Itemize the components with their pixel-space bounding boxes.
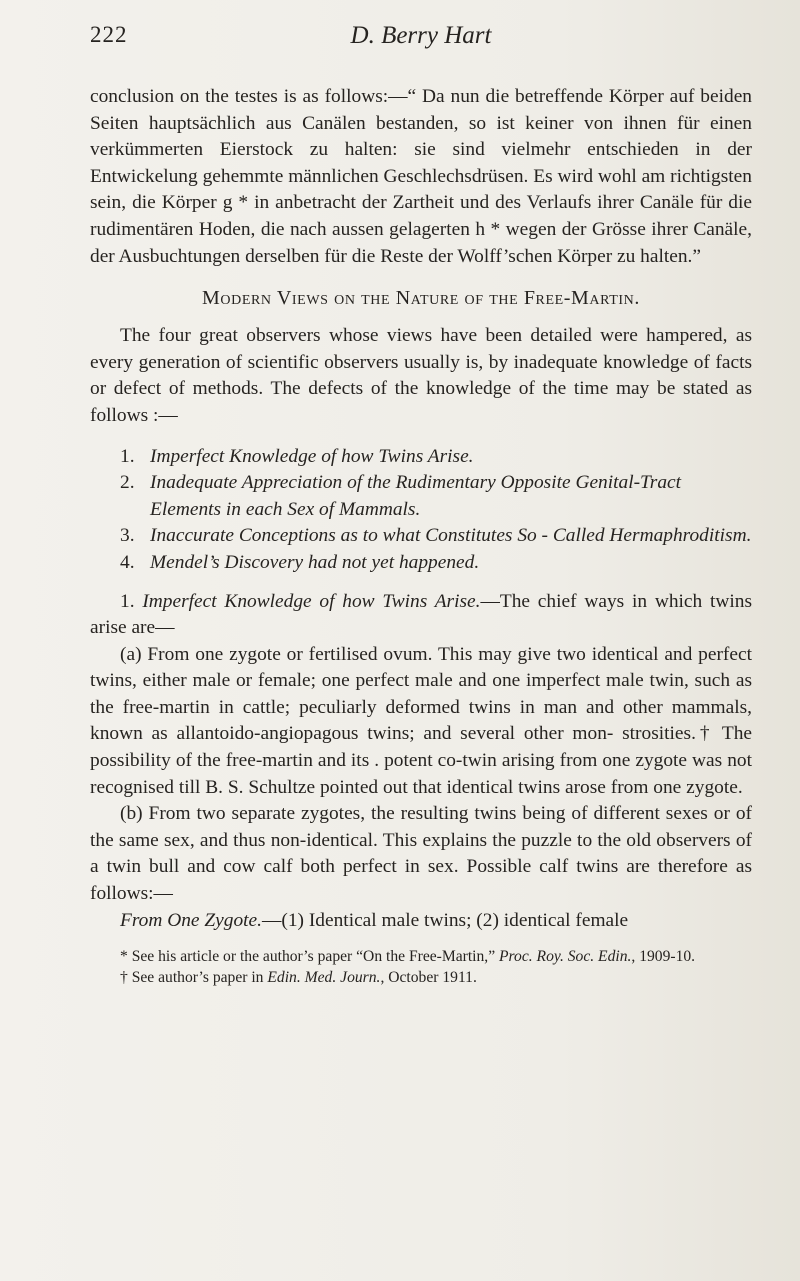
- section-heading: Modern Views on the Nature of the Free-Martin.: [202, 287, 640, 310]
- page-number: 222: [90, 22, 128, 47]
- list-item: 4. Mendel’s Discovery had not yet happened.: [120, 551, 480, 573]
- list-item: 2. Inadequate Appreciation of the Rudimentary Opposite Genital-Tract Elements in each Sex of Mammals.: [120, 472, 682, 520]
- intro-paragraph: The four great observers whose views have been detailed were hampered, as every generation of scientific observers usually is, by inadequate knowledge of facts or defect of methods. The defects of the knowledge of the time may be stated as follows :—: [90, 325, 752, 426]
- page-header: [90, 22, 752, 62]
- running-head: D. Berry Hart: [350, 22, 492, 49]
- german-quote-paragraph: conclusion on the testes is as follows:—“ Da nun die betreffende Körper auf beiden Seiten hauptsächlich aus Canälen bestanden, so ist keiner von ihnen für einen verkümmerten Eierstock zu halten: sie sind vielmehr entschieden in der Entwickelung gehemmte männlichen Geschlechsdrüsen. Es wird wohl am richtigsten sein, die Körper g * in anbetracht der Zartheit und des Verlaufs ihrer Canäle für die rudimentären Hoden, die nach aussen gelagerten h * wegen der Grösse ihrer Canäle, der Ausbuchtungen derselben für die Reste der Wolff’schen Körper zu halten.”: [90, 86, 752, 267]
- footnotes: [90, 946, 752, 988]
- defects-list: [90, 444, 752, 577]
- list-item: 1. Imperfect Knowledge of how Twins Arise.: [120, 445, 474, 467]
- one-zygote-paragraph: (a) From one zygote or fertilised ovum. This may give two identical and perfect twins, either male or female; one perfect male and one imperfect male twin, such as the free-martin in cattle; peculiarly deformed twins in man and other mammals, known as allantoido-angiopagous twins; and several other mon- strosities.† The possibility of the free-martin and its . potent co-twin arising from one zygote was not recognised till B. S. Schultze pointed out that identical twins arose from one zygote.: [90, 643, 752, 798]
- twins-paragraph: 1. Imperfect Knowledge of how Twins Arise.—The chief ways in which twins arise are—: [90, 590, 753, 639]
- two-zygotes-paragraph: (b) From two separate zygotes, the resulting twins being of different sexes or of the same sex, and thus non-identical. This explains the puzzle to the old observers of a twin bull and cow calf both perfect in sex. Possible calf twins are therefore as follows:—: [90, 803, 752, 905]
- from-one-zygote-paragraph: From One Zygote.—(1) Identical male twins; (2) identical female: [120, 909, 629, 931]
- list-item: 3. Inaccurate Conceptions as to what Constitutes So - Called Hermaphroditism.: [120, 525, 752, 547]
- footnote: * See his article or the author’s paper “On the Free-Martin,” Proc. Roy. Soc. Edin., 1909-10.: [120, 948, 696, 966]
- body-text: [90, 84, 752, 988]
- footnote: † See author’s paper in Edin. Med. Journ., October 1911.: [120, 969, 477, 987]
